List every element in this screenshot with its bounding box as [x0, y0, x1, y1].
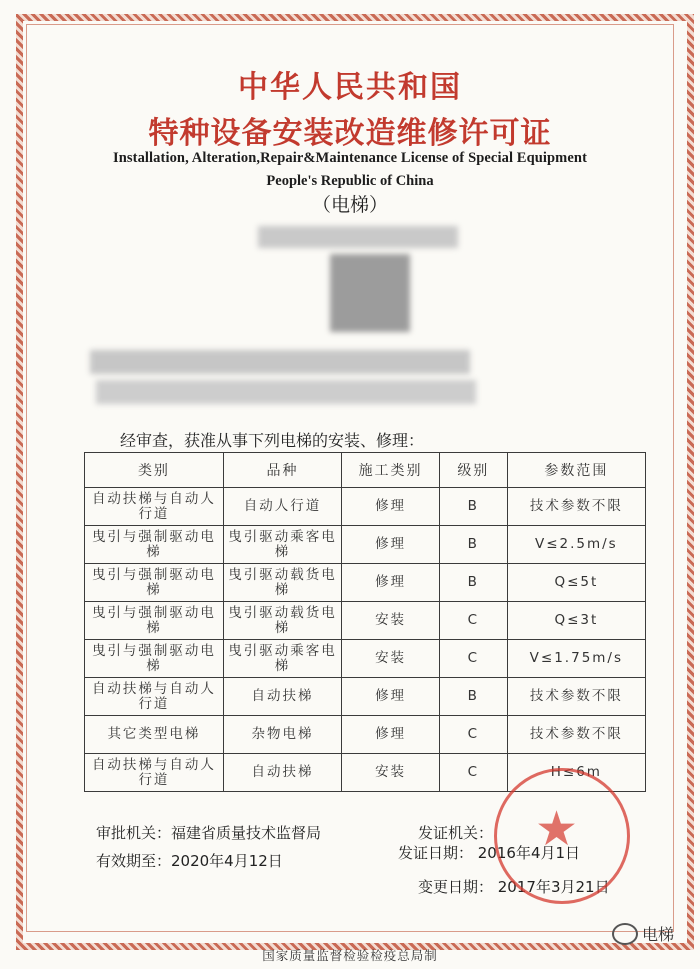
change-date: 变更日期： 2017年3月21日: [418, 878, 610, 896]
table-row: [85, 526, 646, 564]
table-row: [85, 564, 646, 602]
cell-work-type: 修理: [342, 564, 440, 602]
title-english-country: People's Republic of China: [266, 173, 434, 189]
cell-variety: 曳引驱动载货电梯: [223, 602, 341, 640]
cell-grade: B: [439, 526, 507, 564]
table-row: [85, 678, 646, 716]
cell-work-type: 修理: [342, 488, 440, 526]
cell-parameter: 技术参数不限: [507, 678, 645, 716]
cell-variety: 曳引驱动载货电梯: [223, 564, 341, 602]
cell-work-type: 修理: [342, 526, 440, 564]
table-row: [85, 602, 646, 640]
cell-variety: 自动扶梯: [223, 754, 341, 792]
chat-bubble-icon: [612, 923, 638, 945]
cell-grade: C: [439, 754, 507, 792]
cell-category: 自动扶梯与自动人行道: [85, 678, 224, 716]
cell-category: 自动扶梯与自动人行道: [85, 754, 224, 792]
redacted-license-number: [258, 226, 458, 248]
cell-work-type: 安装: [342, 640, 440, 678]
cell-grade: C: [439, 602, 507, 640]
header-grade: 级别: [439, 453, 507, 488]
issuer-footer: 国家质量监督检验检疫总局制: [262, 948, 438, 963]
cell-parameter: 技术参数不限: [507, 716, 645, 754]
cell-grade: B: [439, 678, 507, 716]
title-license: 特种设备安装改造维修许可证: [148, 116, 552, 151]
cell-category: 曳引与强制驱动电梯: [85, 602, 224, 640]
title-english: Installation, Alteration,Repair&Maintenance License of Special Equipment: [112, 150, 587, 166]
cell-work-type: 修理: [342, 716, 440, 754]
cell-parameter: Q≤5t: [507, 564, 645, 602]
cell-grade: C: [439, 640, 507, 678]
cell-parameter: Q≤3t: [507, 602, 645, 640]
cell-category: 曳引与强制驱动电梯: [85, 526, 224, 564]
cell-parameter: V≤1.75m/s: [507, 640, 645, 678]
header-category: 类别: [85, 453, 224, 488]
scope-table: [84, 452, 646, 792]
cell-variety: 自动人行道: [223, 488, 341, 526]
license-category: （电梯）: [311, 194, 388, 216]
watermark-text: 电梯: [642, 925, 675, 944]
cell-variety: 杂物电梯: [223, 716, 341, 754]
cell-parameter: V≤2.5m/s: [507, 526, 645, 564]
cell-grade: B: [439, 488, 507, 526]
redacted-qr-code: [330, 254, 410, 332]
cell-parameter: H≤6m: [507, 754, 645, 792]
cell-grade: C: [439, 716, 507, 754]
cell-category: 曳引与强制驱动电梯: [85, 640, 224, 678]
cell-variety: 自动扶梯: [223, 678, 341, 716]
title-country: 中华人民共和国: [238, 70, 462, 105]
table-row: [85, 640, 646, 678]
official-seal: [494, 768, 630, 904]
issuing-authority: 发证机关：: [418, 824, 494, 842]
header-parameter-range: 参数范围: [507, 453, 645, 488]
table-header-row: [85, 453, 646, 488]
cell-variety: 曳引驱动乘客电梯: [223, 526, 341, 564]
cell-category: 其它类型电梯: [85, 716, 224, 754]
redacted-company-address: [96, 380, 476, 404]
cell-parameter: 技术参数不限: [507, 488, 645, 526]
cell-category: 曳引与强制驱动电梯: [85, 564, 224, 602]
header-variety: 品种: [223, 453, 341, 488]
approval-statement: 经审查，获准从事下列电梯的安装、修理：: [120, 431, 425, 450]
cell-variety: 曳引驱动乘客电梯: [223, 640, 341, 678]
redacted-company-name: [90, 350, 470, 374]
table-row: [85, 716, 646, 754]
issue-date: 发证日期： 2016年4月1日: [398, 844, 581, 862]
cell-grade: B: [439, 564, 507, 602]
cell-work-type: 安装: [342, 602, 440, 640]
table-row: [85, 488, 646, 526]
cell-category: 自动扶梯与自动人行道: [85, 488, 224, 526]
approval-authority: 审批机关：福建省质量技术监督局: [96, 824, 322, 842]
star-icon: ★: [535, 801, 579, 857]
cell-work-type: 修理: [342, 678, 440, 716]
watermark: [612, 922, 674, 945]
cell-work-type: 安装: [342, 754, 440, 792]
valid-until: 有效期至：2020年4月12日: [96, 852, 283, 870]
header-work-type: 施工类别: [342, 453, 440, 488]
